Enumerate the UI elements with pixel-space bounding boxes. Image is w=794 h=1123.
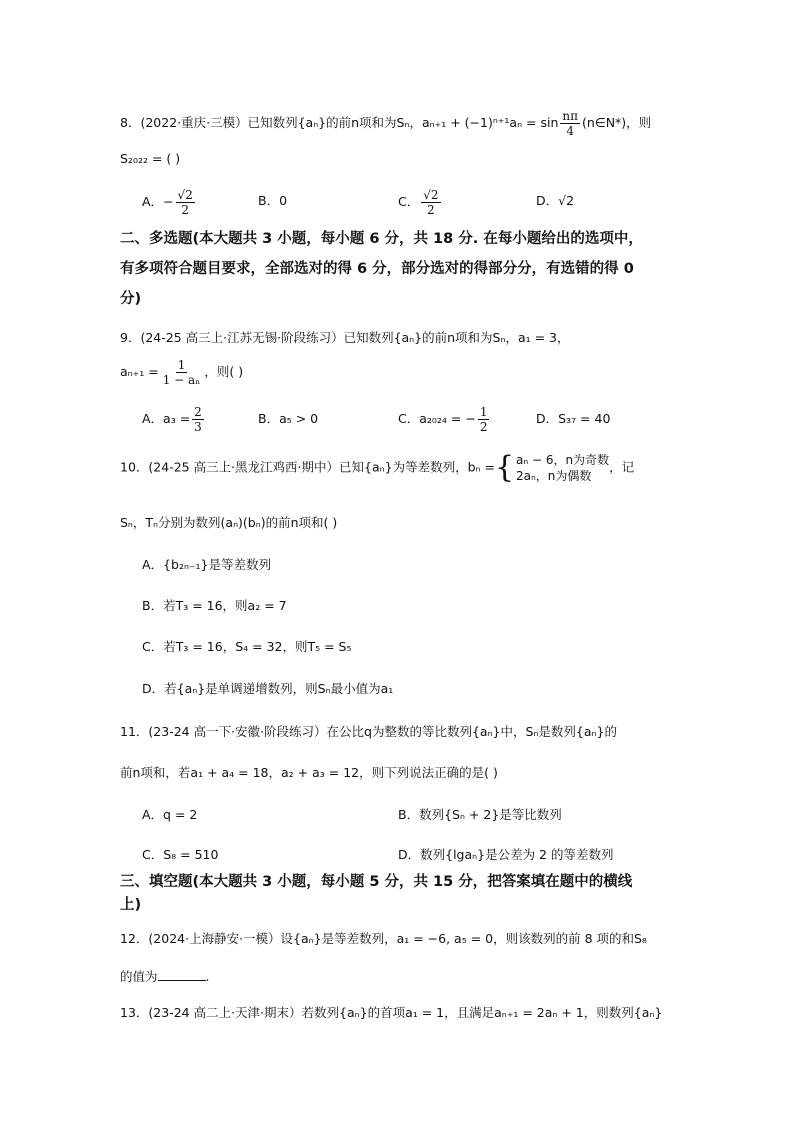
q10-option-c: C．若T₃ = 16，S₄ = 32，则T₅ = S₅ — [142, 639, 352, 654]
q11-option-a: A．q = 2 — [142, 807, 198, 822]
q9-option-a: A．a₃ = $\frac{2}{3}$ — [142, 405, 202, 434]
q10-line1: 10．(24-25 高三上·黑龙江鸡西·期中）已知{aₙ}为等差数列，bₙ = { aₙ − 6，n为奇数 2aₙ，n为偶数 ，记 — [120, 450, 635, 485]
q11-option-c: C．S₈ = 510 — [142, 847, 219, 862]
q8-fraction: $\frac{n\pi}{4}$ — [562, 109, 579, 138]
q10-line2: Sₙ，Tₙ分别为数列(aₙ)(bₙ)的前n项和( ) — [120, 515, 338, 530]
q8-stem: 8．(2022·重庆·三模）已知数列{aₙ}的前n项和为Sₙ，aₙ₊₁ + (−1)ⁿ⁺¹aₙ = sin — [120, 115, 559, 130]
section2-heading-line2: 有多项符合题目要求，全部选对的得 6 分，部分选对的得部分分，有选错的得 0 — [120, 261, 634, 277]
q9-option-d: D．S₃₇ = 40 — [536, 411, 611, 426]
q13-line1: 13．(23-24 高二上·天津·期末）若数列{aₙ}的首项a₁ = 1，且满足aₙ₊₁ = 2aₙ + 1，则数列{aₙ} — [120, 1005, 663, 1020]
q12-line2: 的值为 . — [120, 969, 210, 984]
q11-line1: 11．(23-24 高一下·安徽·阶段练习）在公比q为整数的等比数列{aₙ}中，Sₙ是数列{aₙ}的 — [120, 724, 617, 739]
q10-option-a: A．{b₂ₙ₋₁}是等差数列 — [142, 557, 271, 572]
q9-option-b: B．a₅ > 0 — [258, 411, 319, 426]
q8-option-c: C． $\frac{√2}{2}$ — [398, 188, 439, 217]
q10-option-d: D．若{aₙ}是单调递增数列，则Sₙ最小值为a₁ — [142, 681, 394, 696]
q10-option-b: B．若T₃ = 16，则a₂ = 7 — [142, 598, 287, 613]
q8-line2: S₂₀₂₂ = ( ) — [120, 151, 181, 166]
q9-line1: 9．(24-25 高三上·江苏无锡·阶段练习）已知数列{aₙ}的前n项和为Sₙ，a₁ = 3， — [120, 330, 570, 345]
section3-heading-line2: 上) — [120, 897, 142, 913]
section3-heading-line1: 三、填空题(本大题共 3 小题，每小题 5 分，共 15 分，把答案填在题中的横线 — [120, 874, 633, 890]
section2-heading-line3: 分) — [120, 291, 142, 307]
q11-option-b: B．数列{Sₙ + 2}是等比数列 — [398, 807, 562, 822]
q8-option-a: A．− $\frac{√2}{2}$ — [142, 188, 193, 217]
q11-line2: 前n项和，若a₁ + a₄ = 18，a₂ + a₃ = 12，则下列说法正确的是( ) — [120, 765, 498, 780]
q8-line1 — [120, 109, 651, 138]
q8-option-d: D．√2 — [536, 193, 575, 208]
q9-option-c: C．a₂₀₂₄ = − $\frac{1}{2}$ — [398, 405, 488, 434]
q12-answer-blank[interactable] — [158, 968, 206, 981]
q8-option-b: B．0 — [258, 193, 288, 208]
q12-line1: 12．(2024·上海静安·一模）设{aₙ}是等差数列，a₁ = −6, a₅ = 0，则该数列的前 8 项的和S₈ — [120, 931, 647, 946]
q9-line2: aₙ₊₁ = $\frac{1}{\text{1 − aₙ}}$ ，则( ) — [120, 358, 244, 387]
q11-option-d: D．数列{lgaₙ}是公差为 2 的等差数列 — [398, 847, 614, 862]
q10-piecewise: { aₙ − 6，n为奇数 2aₙ，n为偶数 — [494, 450, 610, 485]
q8-stem-tail: (n∈N*)，则 — [582, 115, 652, 130]
section2-heading-line1: 二、多选题(本大题共 3 小题，每小题 6 分，共 18 分. 在每小题给出的选项中， — [120, 231, 643, 247]
